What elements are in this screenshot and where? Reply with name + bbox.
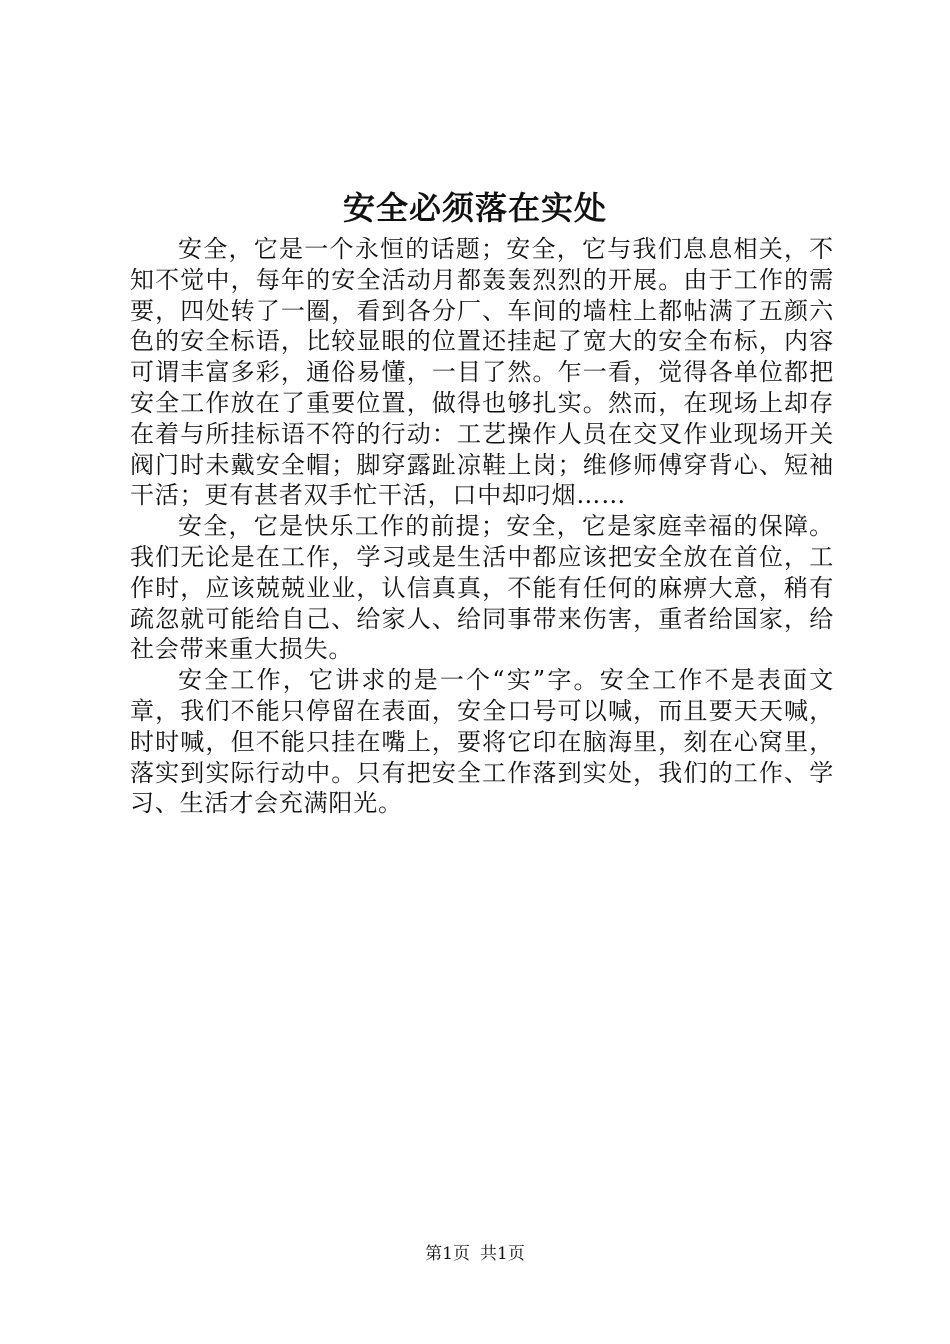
page-total: 共1页 [480, 1244, 525, 1264]
paragraph-3: 安全工作，它讲求的是一个“实”字。安全工作不是表面文章，我们不能只停留在表面，安全口号可以喊，而且要天天喊，时时喊，但不能只挂在嘴上，要将它印在脑海里，刻在心窝里，落实到实际行动中。只有把安全工作落到实处，我们的工作、学习、生活才会充满阳光。 [130, 666, 834, 818]
paragraph-2: 安全，它是快乐工作的前提；安全，它是家庭幸福的保障。我们无论是在工作，学习或是生活中都应该把安全放在首位，工作时，应该兢兢业业，认信真真，不能有任何的麻痹大意，稍有疏忽就可能给自己、给家人、给同事带来伤害，重者给国家，给社会带来重大损失。 [130, 512, 834, 664]
page-footer [0, 1242, 950, 1266]
document-title: 安全必须落在实处 [342, 189, 607, 227]
document-body [130, 234, 834, 819]
paragraph-1: 安全，它是一个永恒的话题；安全，它与我们息息相关，不知不觉中，每年的安全活动月都轰轰烈烈的开展。由于工作的需要，四处转了一圈，看到各分厂、车间的墙柱上都帖满了五颜六色的安全标语，比较显眼的位置还挂起了宽大的安全布标，内容可谓丰富多彩，通俗易懂，一目了然。乍一看，觉得各单位都把安全工作放在了重要位置，做得也够扎实。然而，在现场上却存在着与所挂标语不符的行动：工艺操作人员在交叉作业现场开关阀门时未戴安全帽；脚穿露趾凉鞋上岗；维修师傅穿背心、短袖干活；更有甚者双手忙干活，口中却叼烟…… [130, 235, 834, 510]
page-number: 第1页 [425, 1244, 470, 1264]
